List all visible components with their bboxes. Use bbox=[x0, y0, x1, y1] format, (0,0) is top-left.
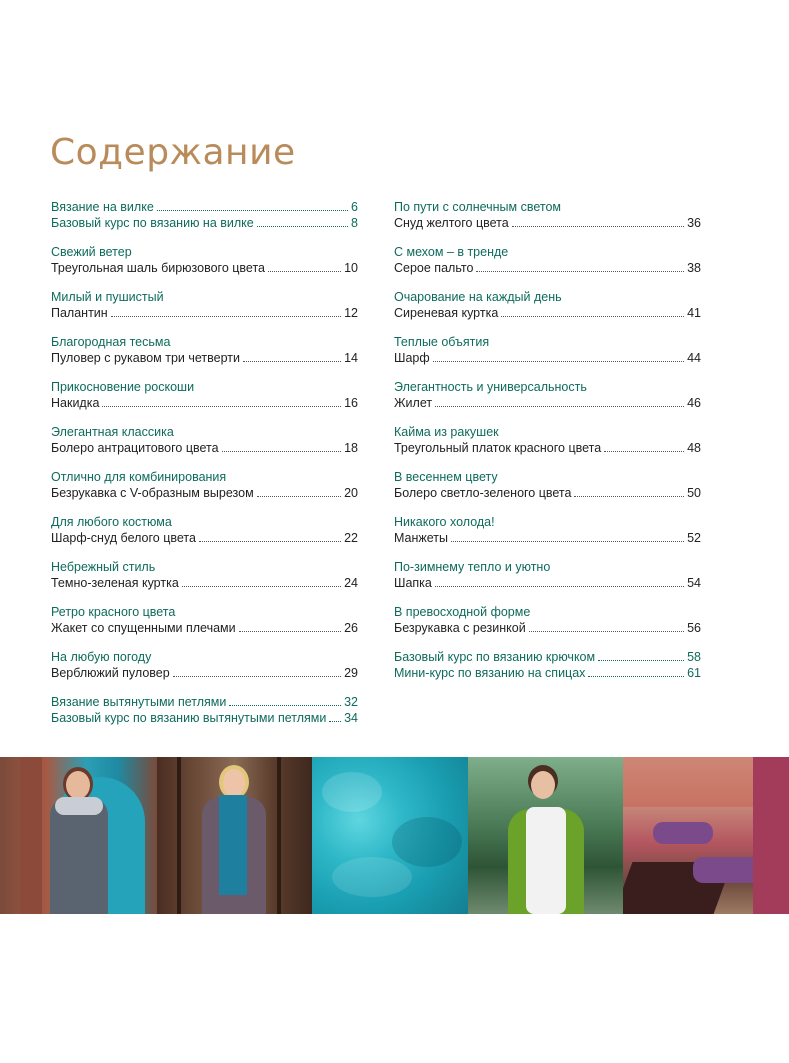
toc-page-number: 26 bbox=[344, 621, 358, 635]
toc-heading-line[interactable] bbox=[394, 514, 701, 530]
toc-entry bbox=[394, 604, 701, 636]
toc-page-number: 41 bbox=[687, 306, 701, 320]
toc-item-title: Шарф-снуд белого цвета bbox=[51, 531, 196, 545]
toc-heading: По-зимнему тепло и уютно bbox=[394, 560, 551, 574]
toc-heading: Базовый курс по вязанию крючком bbox=[394, 650, 596, 664]
toc-item-title: Шапка bbox=[394, 576, 432, 590]
toc-page-number: 29 bbox=[344, 666, 358, 680]
toc-heading-line[interactable] bbox=[394, 244, 701, 260]
toc-page-number: 58 bbox=[687, 650, 701, 664]
toc-heading: Теплые объятия bbox=[394, 335, 490, 349]
toc-item-line[interactable] bbox=[394, 530, 701, 546]
toc-item-title: Серое пальто bbox=[394, 261, 474, 275]
toc-heading: Благородная тесьма bbox=[51, 335, 171, 349]
toc-heading-line[interactable] bbox=[394, 469, 701, 485]
toc-leader-dots bbox=[173, 675, 341, 677]
toc-leader-dots bbox=[157, 209, 348, 211]
toc-leader-dots bbox=[243, 360, 341, 362]
toc-leader-dots bbox=[476, 270, 684, 272]
toc-leader-dots bbox=[199, 540, 341, 542]
toc-entry bbox=[51, 649, 358, 681]
toc-entry bbox=[51, 379, 358, 411]
toc-page-number: 48 bbox=[687, 441, 701, 455]
toc-item-title: Жакет со спущенными плечами bbox=[51, 621, 236, 635]
toc-entry bbox=[394, 469, 701, 501]
toc-page-number: 8 bbox=[351, 216, 358, 230]
toc-entry bbox=[394, 244, 701, 276]
toc-heading: Базовый курс по вязанию на вилке bbox=[51, 216, 254, 230]
toc-item-line[interactable] bbox=[51, 620, 358, 636]
toc-entry bbox=[51, 424, 358, 456]
toc-heading: На любую погоду bbox=[51, 650, 152, 664]
toc-heading-line[interactable] bbox=[394, 604, 701, 620]
toc-page-number: 50 bbox=[687, 486, 701, 500]
toc-item-line[interactable] bbox=[394, 305, 701, 321]
toc-heading: С мехом – в тренде bbox=[394, 245, 509, 259]
toc-item-line[interactable] bbox=[51, 575, 358, 591]
toc-heading-line[interactable] bbox=[51, 379, 358, 395]
toc-item-title: Манжеты bbox=[394, 531, 449, 545]
toc-heading: Никакого холода! bbox=[394, 515, 495, 529]
toc-heading: Кайма из ракушек bbox=[394, 425, 499, 439]
toc-item-line[interactable] bbox=[394, 260, 701, 276]
photo-turquoise-knit-closeup bbox=[312, 757, 468, 914]
toc-item-line[interactable] bbox=[51, 530, 358, 546]
toc-heading: Милый и пушистый bbox=[51, 290, 164, 304]
toc-heading-line[interactable] bbox=[51, 649, 358, 665]
toc-heading: По пути с солнечным светом bbox=[394, 200, 562, 214]
toc-item-line[interactable] bbox=[394, 485, 701, 501]
toc-heading-line[interactable] bbox=[51, 694, 358, 710]
page-title: Содержание bbox=[50, 132, 296, 173]
toc-leader-dots bbox=[182, 585, 341, 587]
toc-heading: Элегантная классика bbox=[51, 425, 174, 439]
toc-item-title: Безрукавка с резинкой bbox=[394, 621, 526, 635]
toc-heading-line[interactable] bbox=[394, 424, 701, 440]
toc-heading-line[interactable] bbox=[51, 215, 358, 231]
toc-item-line[interactable] bbox=[51, 350, 358, 366]
toc-page-number: 6 bbox=[351, 200, 358, 214]
toc-page-number: 54 bbox=[687, 576, 701, 590]
toc-heading: Мини-курс по вязанию на спицах bbox=[394, 666, 586, 680]
toc-left-column bbox=[51, 199, 358, 739]
toc-item-line[interactable] bbox=[394, 620, 701, 636]
toc-heading-line[interactable] bbox=[51, 514, 358, 530]
toc-heading-line[interactable] bbox=[394, 665, 701, 681]
toc-page-number: 20 bbox=[344, 486, 358, 500]
toc-page-number: 36 bbox=[687, 216, 701, 230]
toc-heading: Вязание вытянутыми петлями bbox=[51, 695, 227, 709]
toc-item-line[interactable] bbox=[394, 575, 701, 591]
toc-heading-line[interactable] bbox=[394, 199, 701, 215]
toc-item-line[interactable] bbox=[51, 305, 358, 321]
toc-leader-dots bbox=[529, 630, 684, 632]
toc-entry bbox=[51, 514, 358, 546]
toc-entry bbox=[51, 244, 358, 276]
toc-entry bbox=[394, 334, 701, 366]
toc-leader-dots bbox=[512, 225, 684, 227]
toc-page-number: 32 bbox=[344, 695, 358, 709]
toc-item-title: Палантин bbox=[51, 306, 108, 320]
photo-woman-blue-scarf bbox=[157, 757, 312, 914]
toc-heading-line[interactable] bbox=[51, 469, 358, 485]
toc-heading: Базовый курс по вязанию вытянутыми петлями bbox=[51, 711, 327, 725]
toc-item-title: Болеро антрацитового цвета bbox=[51, 441, 219, 455]
toc-heading: Ретро красного цвета bbox=[51, 605, 176, 619]
toc-page-number: 34 bbox=[344, 711, 358, 725]
toc-item-title: Снуд желтого цвета bbox=[394, 216, 509, 230]
toc-item-line[interactable] bbox=[51, 260, 358, 276]
toc-heading: В превосходной форме bbox=[394, 605, 531, 619]
photo-hands-purple-cuffs-laptop bbox=[623, 757, 789, 914]
toc-entry bbox=[394, 559, 701, 591]
toc-item-line[interactable] bbox=[51, 485, 358, 501]
toc-entry bbox=[51, 694, 358, 726]
toc-heading: Свежий ветер bbox=[51, 245, 132, 259]
toc-heading-line[interactable] bbox=[51, 289, 358, 305]
toc-leader-dots bbox=[257, 495, 341, 497]
toc-item-line[interactable] bbox=[51, 440, 358, 456]
toc-heading: Очарование на каждый день bbox=[394, 290, 562, 304]
toc-entry bbox=[394, 199, 701, 231]
toc-page-number: 52 bbox=[687, 531, 701, 545]
toc-heading: Прикосновение роскоши bbox=[51, 380, 195, 394]
toc-heading-line[interactable] bbox=[51, 559, 358, 575]
photo-woman-grey-cardigan bbox=[0, 757, 157, 914]
toc-item-title: Болеро светло-зеленого цвета bbox=[394, 486, 572, 500]
toc-item-line[interactable] bbox=[394, 215, 701, 231]
toc-leader-dots bbox=[501, 315, 684, 317]
toc-heading: Элегантность и универсальность bbox=[394, 380, 587, 394]
toc-page-number: 22 bbox=[344, 531, 358, 545]
photo-strip bbox=[0, 757, 789, 914]
toc-heading: Отлично для комбинирования bbox=[51, 470, 227, 484]
toc-item-line[interactable] bbox=[51, 395, 358, 411]
toc-leader-dots bbox=[257, 225, 348, 227]
toc-page-number: 10 bbox=[344, 261, 358, 275]
toc-heading-line[interactable] bbox=[394, 289, 701, 305]
toc-page-number: 38 bbox=[687, 261, 701, 275]
toc-page-number: 16 bbox=[344, 396, 358, 410]
toc-heading-line[interactable] bbox=[51, 244, 358, 260]
toc-leader-dots bbox=[433, 360, 684, 362]
toc-item-title: Треугольная шаль бирюзового цвета bbox=[51, 261, 265, 275]
toc-leader-dots bbox=[102, 405, 341, 407]
toc-item-title: Пуловер с рукавом три четверти bbox=[51, 351, 240, 365]
toc-leader-dots bbox=[329, 720, 341, 722]
toc-entry bbox=[394, 514, 701, 546]
toc-heading-line[interactable] bbox=[51, 424, 358, 440]
toc-leader-dots bbox=[435, 585, 684, 587]
toc-item-title: Жилет bbox=[394, 396, 433, 410]
toc-item-title: Шарф bbox=[394, 351, 430, 365]
toc-item-title: Темно-зеленая куртка bbox=[51, 576, 179, 590]
toc-leader-dots bbox=[222, 450, 342, 452]
toc-entry bbox=[51, 334, 358, 366]
toc-item-line[interactable] bbox=[394, 395, 701, 411]
toc-heading-line[interactable] bbox=[51, 604, 358, 620]
toc-page-number: 14 bbox=[344, 351, 358, 365]
toc-page-number: 24 bbox=[344, 576, 358, 590]
toc-item-line[interactable] bbox=[394, 350, 701, 366]
toc-leader-dots bbox=[574, 495, 684, 497]
toc-entry bbox=[394, 649, 701, 681]
toc-heading-line[interactable] bbox=[51, 710, 358, 726]
toc-leader-dots bbox=[435, 405, 684, 407]
toc-heading: В весеннем цвету bbox=[394, 470, 498, 484]
toc-entry bbox=[394, 379, 701, 411]
toc-entry bbox=[51, 604, 358, 636]
toc-entry bbox=[51, 199, 358, 231]
toc-heading: Для любого костюма bbox=[51, 515, 172, 529]
toc-page-number: 61 bbox=[687, 666, 701, 680]
toc-leader-dots bbox=[451, 540, 684, 542]
toc-item-title: Сиреневая куртка bbox=[394, 306, 499, 320]
toc-leader-dots bbox=[588, 675, 684, 677]
toc-entry bbox=[394, 424, 701, 456]
toc-page-number: 12 bbox=[344, 306, 358, 320]
toc-heading: Вязание на вилке bbox=[51, 200, 154, 214]
toc-leader-dots bbox=[239, 630, 341, 632]
toc-item-title: Безрукавка с V-образным вырезом bbox=[51, 486, 254, 500]
toc-heading-line[interactable] bbox=[394, 649, 701, 665]
toc-item-title: Накидка bbox=[51, 396, 100, 410]
toc-item-line[interactable] bbox=[394, 440, 701, 456]
toc-leader-dots bbox=[604, 450, 684, 452]
toc-entry bbox=[51, 289, 358, 321]
toc-item-line[interactable] bbox=[51, 665, 358, 681]
toc-page-number: 46 bbox=[687, 396, 701, 410]
toc-leader-dots bbox=[268, 270, 341, 272]
toc-page-number: 18 bbox=[344, 441, 358, 455]
toc-item-title: Треугольный платок красного цвета bbox=[394, 441, 602, 455]
toc-page-number: 44 bbox=[687, 351, 701, 365]
toc-heading-line[interactable] bbox=[394, 334, 701, 350]
toc-entry bbox=[394, 289, 701, 321]
toc-heading-line[interactable] bbox=[394, 559, 701, 575]
toc-heading-line[interactable] bbox=[51, 334, 358, 350]
toc-leader-dots bbox=[111, 315, 341, 317]
toc-leader-dots bbox=[598, 659, 684, 661]
toc-heading-line[interactable] bbox=[51, 199, 358, 215]
photo-woman-green-bolero bbox=[468, 757, 623, 914]
toc-right-column bbox=[394, 199, 701, 694]
toc-heading-line[interactable] bbox=[394, 379, 701, 395]
toc-page-number: 56 bbox=[687, 621, 701, 635]
toc-entry bbox=[51, 469, 358, 501]
toc-heading: Небрежный стиль bbox=[51, 560, 156, 574]
toc-entry bbox=[51, 559, 358, 591]
toc-leader-dots bbox=[229, 704, 341, 706]
toc-item-title: Верблюжий пуловер bbox=[51, 666, 170, 680]
